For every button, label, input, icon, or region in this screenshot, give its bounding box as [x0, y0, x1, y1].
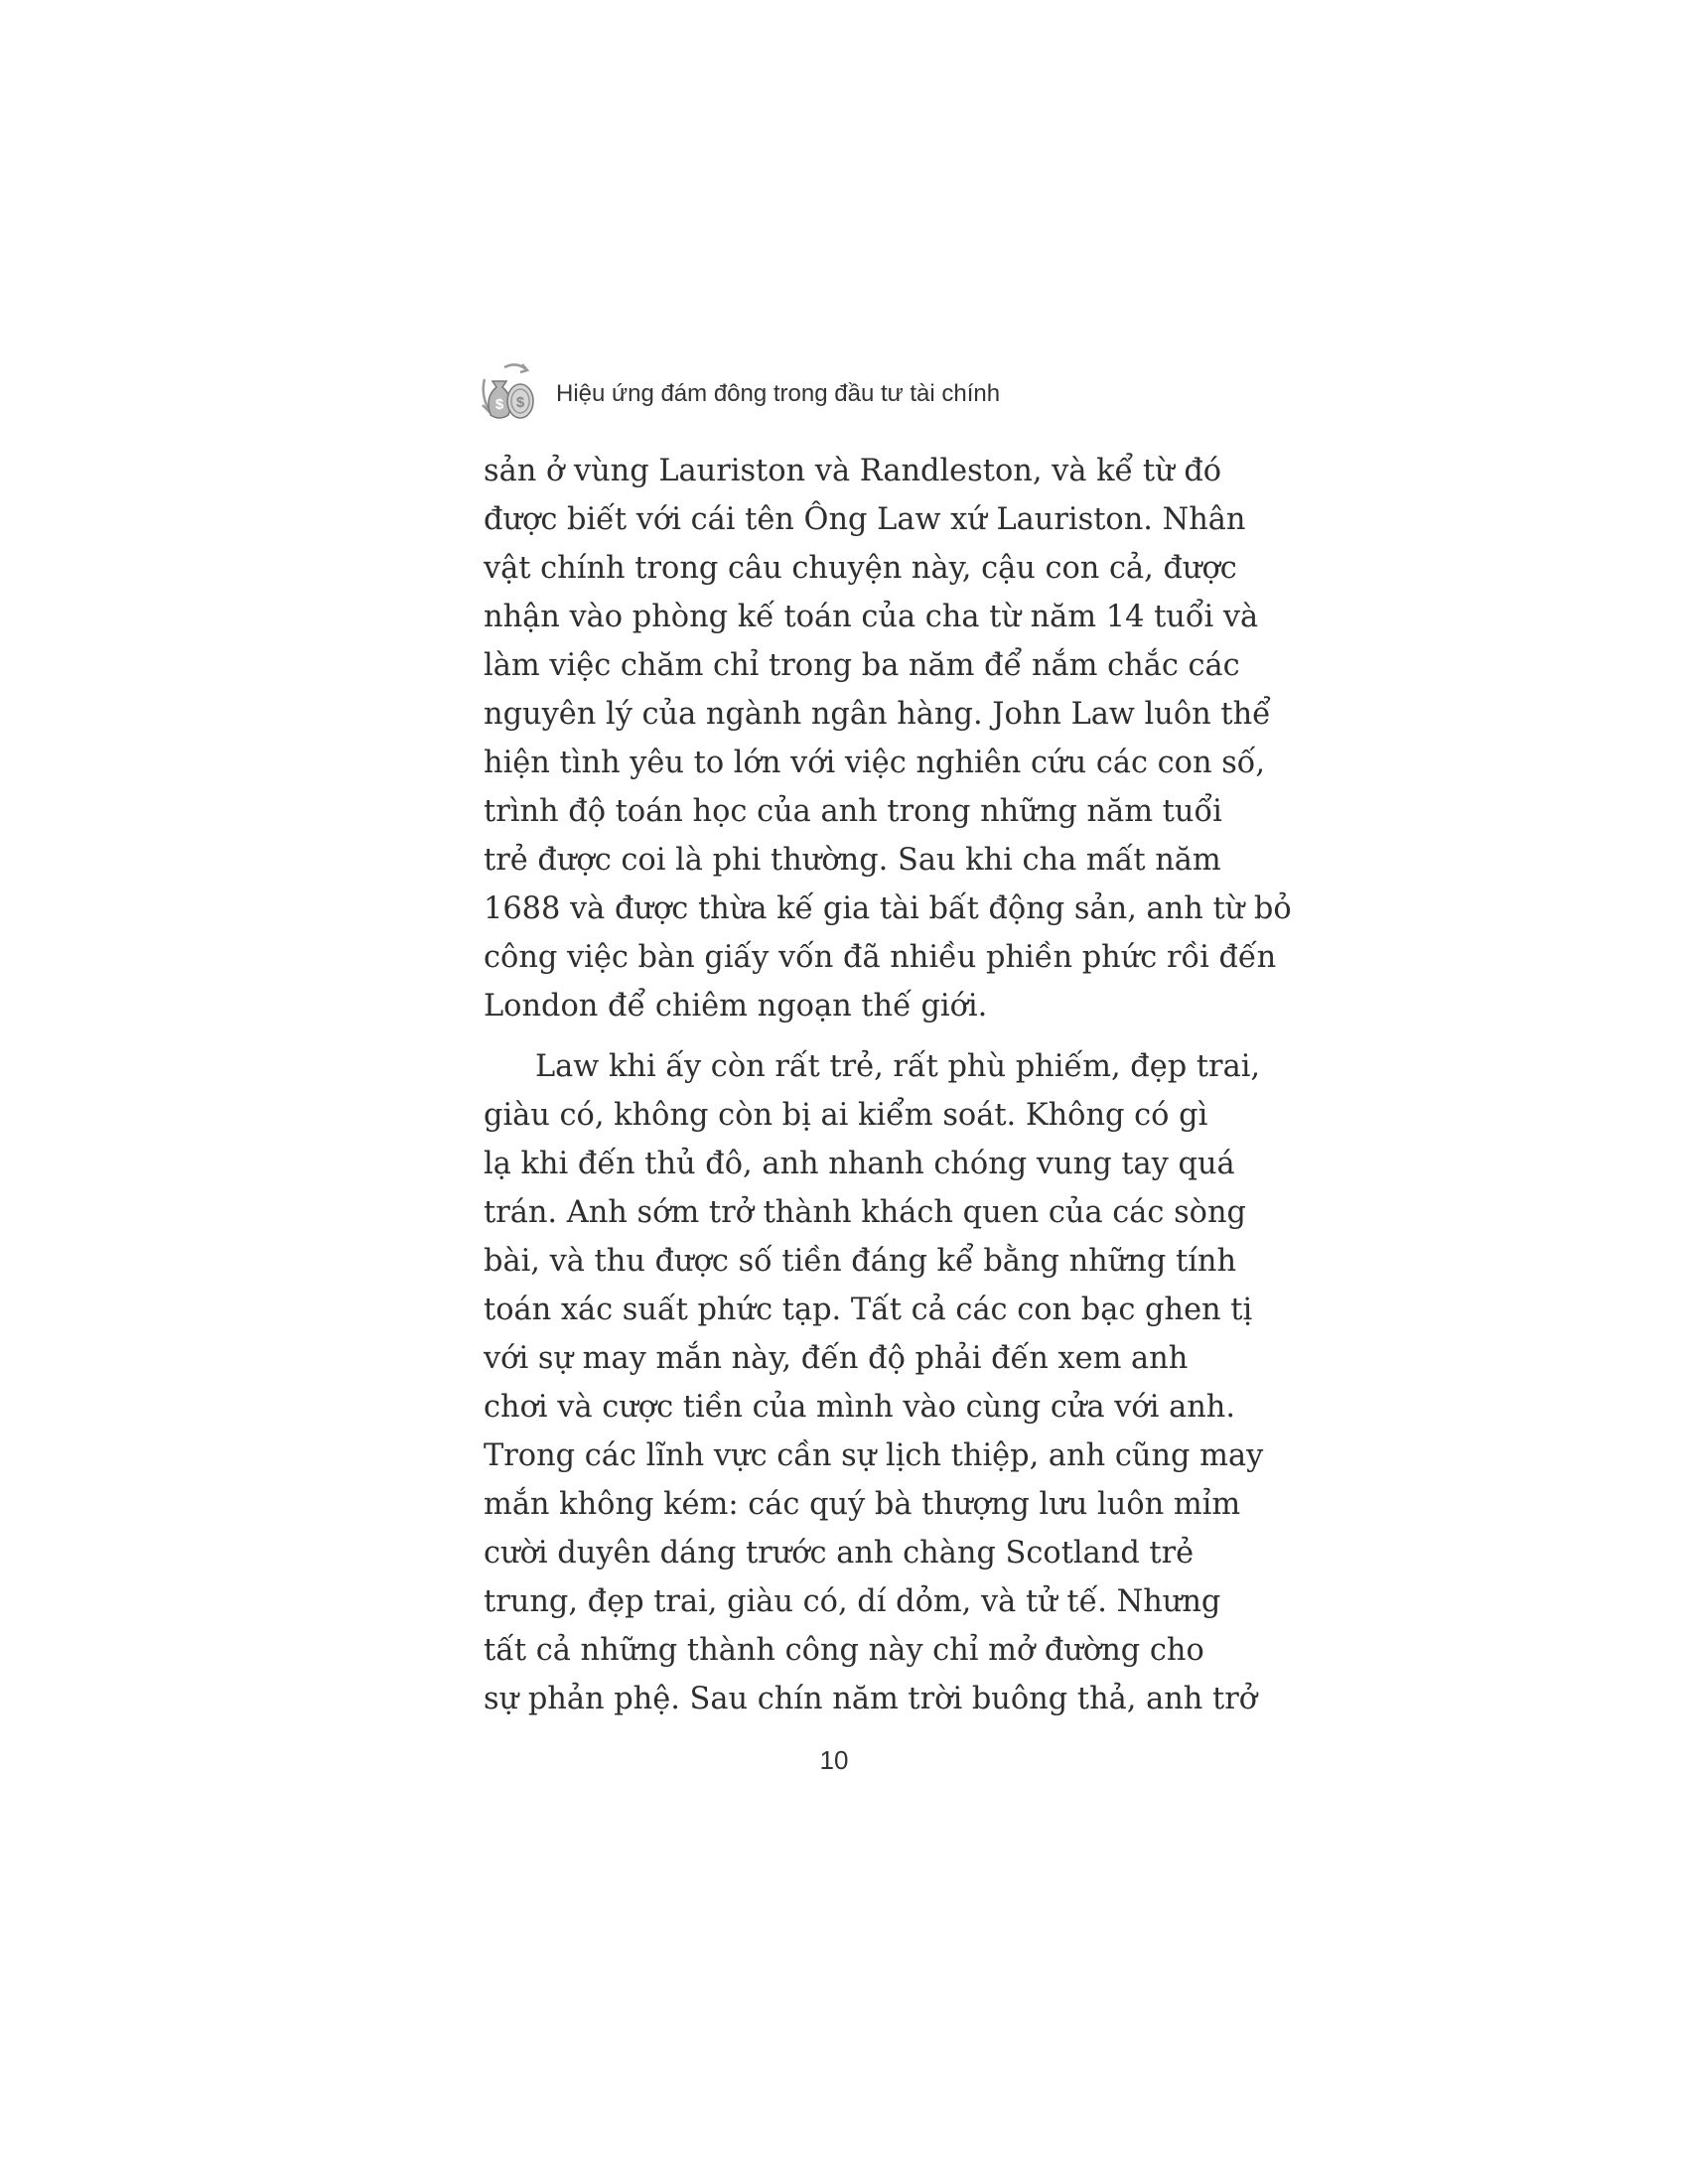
- text-line: vật chính trong câu chuyện này, cậu con cả, được: [484, 551, 1237, 586]
- text-line: Trong các lĩnh vực cần sự lịch thiệp, anh cũng may: [484, 1438, 1264, 1473]
- text-line: hiện tình yêu to lớn với việc nghiên cứu các con số,: [484, 746, 1266, 780]
- text-line: trình độ toán học của anh trong những năm tuổi: [484, 794, 1222, 829]
- text-line: giàu có, không còn bị ai kiểm soát. Không có gì: [484, 1098, 1208, 1133]
- page-number: 10: [819, 1745, 849, 1775]
- text-line: nhận vào phòng kế toán của cha từ năm 14 tuổi và: [484, 600, 1259, 634]
- text-line: tất cả những thành công này chỉ mở đường cho: [484, 1633, 1204, 1668]
- text-line: London để chiêm ngoạn thế giới.: [484, 989, 988, 1024]
- text-line: lạ khi đến thủ đô, anh nhanh chóng vung tay quá: [484, 1147, 1235, 1181]
- text-line: cười duyên dáng trước anh chàng Scotland trẻ: [484, 1536, 1195, 1570]
- money-bags-icon: [475, 359, 544, 429]
- text-line: công việc bàn giấy vốn đã nhiều phiền phức rồi đến: [484, 940, 1277, 975]
- text-line: sản ở vùng Lauriston và Randleston, và kể từ đó: [484, 454, 1222, 488]
- text-line: nguyên lý của ngành ngân hàng. John Law luôn thể: [484, 697, 1271, 732]
- text-line: sự phản phệ. Sau chín năm trời buông thả, anh trở: [484, 1682, 1258, 1716]
- text-line: trán. Anh sớm trở thành khách quen của các sòng: [484, 1195, 1247, 1230]
- text-line: chơi và cược tiền của mình vào cùng cửa với anh.: [484, 1390, 1236, 1425]
- text-line: Law khi ấy còn rất trẻ, rất phù phiếm, đẹp trai,: [535, 1049, 1261, 1084]
- paragraph-2: [484, 1042, 1264, 1723]
- paragraph-1: [484, 447, 1292, 1030]
- text-line: trung, đẹp trai, giàu có, dí dỏm, và tử tế. Nhưng: [484, 1584, 1221, 1619]
- text-line: 1688 và được thừa kế gia tài bất động sản, anh từ bỏ: [484, 891, 1292, 926]
- svg-text:$: $: [494, 396, 504, 413]
- paragraph-spacer: [484, 1030, 1185, 1042]
- running-head-title: Hiệu ứng đám đông trong đầu tư tài chính: [556, 380, 1001, 407]
- text-line: làm việc chăm chỉ trong ba năm để nắm chắc các: [484, 648, 1240, 683]
- text-line: trẻ được coi là phi thường. Sau khi cha mất năm: [484, 843, 1221, 878]
- text-line: với sự may mắn này, đến độ phải đến xem anh: [484, 1341, 1189, 1376]
- running-header: [475, 359, 1000, 429]
- text-line: bài, và thu được số tiền đáng kể bằng những tính: [484, 1244, 1237, 1279]
- text-line: được biết với cái tên Ông Law xứ Lauriston. Nhân: [484, 502, 1246, 537]
- text-line: toán xác suất phức tạp. Tất cả các con bạc ghen tị: [484, 1293, 1253, 1327]
- text-line: mắn không kém: các quý bà thượng lưu luôn mỉm: [484, 1487, 1241, 1522]
- body-text: [484, 447, 1292, 1723]
- svg-text:$: $: [515, 394, 525, 411]
